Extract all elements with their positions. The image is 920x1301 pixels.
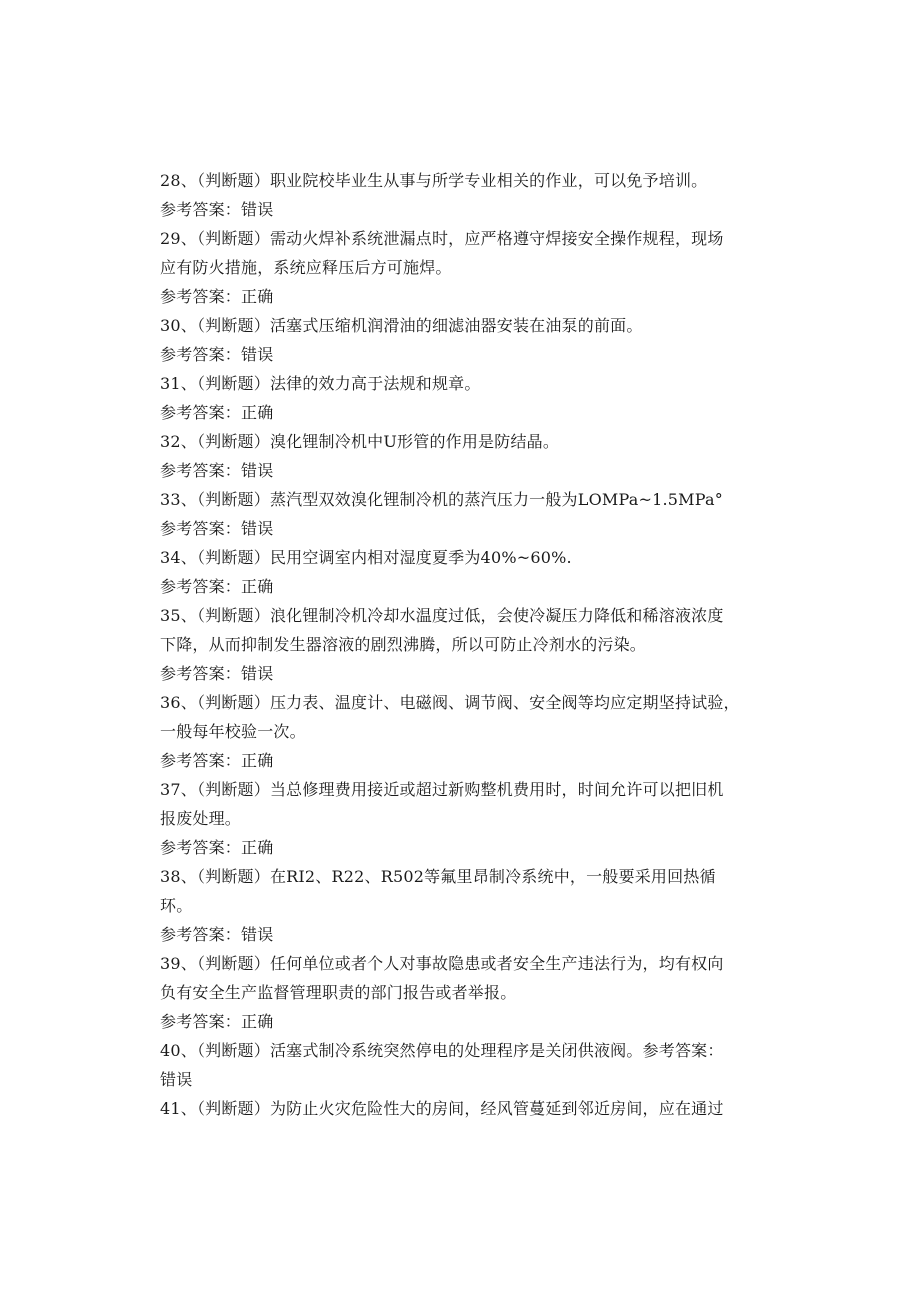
answer-32: 参考答案：错误 [160, 461, 274, 480]
question-29: 29、（判断题）需动火焊补系统泄漏点时，应严格遵守焊接安全操作规程，现场 [160, 229, 724, 248]
question-39: 39、（判断题）任何单位或者个人对事故隐患或者安全生产违法行为，均有权向 [160, 954, 724, 973]
answer-37: 参考答案：正确 [160, 838, 274, 857]
answer-33: 参考答案：错误 [160, 519, 274, 538]
question-30: 30、（判断题）活塞式压缩机润滑油的细滤油器安装在油泵的前面。 [160, 316, 643, 335]
answer-34: 参考答案：正确 [160, 577, 274, 596]
question-35: 35、（判断题）浪化锂制冷机冷却水温度过低，会使冷凝压力降低和稀溶液浓度 [160, 606, 724, 625]
question-28: 28、（判断题）职业院校毕业生从事与所学专业相关的作业，可以免予培训。 [160, 171, 708, 190]
question-32: 32、（判断题）溴化锂制冷机中U形管的作用是防结晶。 [160, 432, 560, 451]
answer-28: 参考答案：错误 [160, 200, 274, 219]
question-41: 41、（判断题）为防止火灾危险性大的房间，经风管蔓延到邻近房间，应在通过 [160, 1099, 724, 1118]
answer-38: 参考答案：错误 [160, 925, 274, 944]
answer-36: 参考答案：正确 [160, 751, 274, 770]
question-39-cont: 负有安全生产监督管理职责的部门报告或者举报。 [160, 983, 517, 1002]
answer-30: 参考答案：错误 [160, 345, 274, 364]
question-38: 38、（判断题）在RI2、R22、R502等氟里昂制冷系统中，一般要采用回热循 [160, 867, 716, 886]
question-38-cont: 环。 [160, 896, 193, 915]
question-37: 37、（判断题）当总修理费用接近或超过新购整机费用时，时间允许可以把旧机 [160, 780, 724, 799]
answer-39: 参考答案：正确 [160, 1012, 274, 1031]
question-37-cont: 报废处理。 [160, 809, 242, 828]
question-35-cont: 下降，从而抑制发生器溶液的剧烈沸腾，所以可防止冷剂水的污染。 [160, 635, 647, 654]
document-page [160, 166, 780, 1123]
question-31: 31、（判断题）法律的效力高于法规和规章。 [160, 374, 481, 393]
answer-40: 错误 [160, 1070, 193, 1089]
question-36-cont: 一般每年校验一次。 [160, 722, 306, 741]
answer-31: 参考答案：正确 [160, 403, 274, 422]
answer-35: 参考答案：错误 [160, 664, 274, 683]
question-34: 34、（判断题）民用空调室内相对湿度夏季为40%~60%. [160, 548, 572, 567]
answer-29: 参考答案：正确 [160, 287, 274, 306]
question-36: 36、（判断题）压力表、温度计、电磁阀、调节阀、安全阀等均应定期坚持试验， [160, 693, 740, 712]
question-40: 40、（判断题）活塞式制冷系统突然停电的处理程序是关闭供液阀。参考答案： [160, 1041, 724, 1060]
question-29-cont: 应有防火措施，系统应释压后方可施焊。 [160, 258, 452, 277]
question-33: 33、（判断题）蒸汽型双效溴化锂制冷机的蒸汽压力一般为LOMPa~1.5MPa° [160, 490, 723, 509]
